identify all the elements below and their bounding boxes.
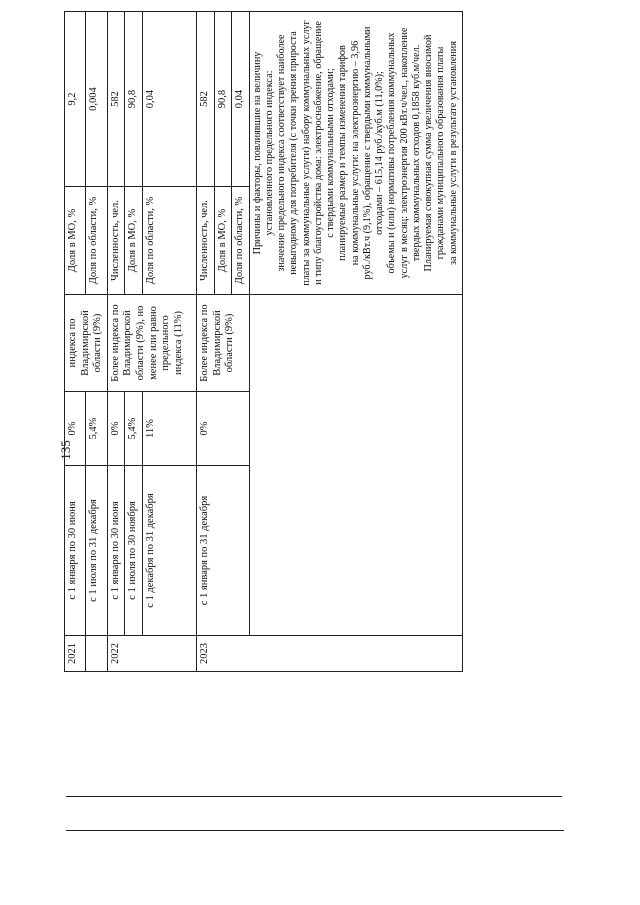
factor-line: услуг в месяц: электроэнергия 200 кВт.ч/чел., накопление — [398, 27, 410, 279]
factor-line: и типу благоустройства дома: электроснабжение, обращение — [312, 21, 324, 285]
factor-line: значение предельного индекса соответствует наиболее — [276, 34, 288, 272]
index-value-cell: 5,4% — [125, 392, 143, 466]
rotated-table-container — [64, 12, 569, 672]
table-row — [65, 12, 86, 672]
period-cell: с 1 января по 30 июня — [65, 466, 86, 636]
period-cell: с 1 января по 31 декабря — [196, 466, 249, 636]
factor-line: планируемые размер и темпы изменения тарифов — [337, 45, 349, 261]
metric-value-cell: 0,004 — [86, 12, 107, 187]
tariff-index-table — [64, 11, 463, 672]
metric-cell: Доля по области, % — [232, 187, 250, 295]
page-number: 135 — [58, 440, 73, 460]
factor-line: невыгодному для потребителя (с точки зрения прироста — [288, 31, 300, 275]
year-cell: 2021 — [65, 636, 86, 672]
metric-cell: Доля по области, % — [86, 187, 107, 295]
year-cell: 2022 — [107, 636, 196, 672]
factors-cell — [249, 12, 462, 295]
limit-cell: индекса по Владимирской области (9%) — [65, 295, 108, 392]
table-row — [249, 12, 462, 672]
factor-line: платы за коммунальные услуги) набору коммунальных услуг — [300, 20, 312, 286]
metric-value-cell: 9,2 — [65, 12, 86, 187]
metric-cell: Доля в МО, % — [214, 187, 232, 295]
year-cell: 2023 — [196, 636, 462, 672]
factor-line: твердых коммунальных отходов 0,1858 куб.м/чел. — [410, 44, 422, 262]
factor-line: на коммунальные услуги: на электроэнергию – 3,96 — [349, 40, 361, 266]
metric-value-cell: 0,04 — [142, 12, 196, 187]
empty-cell — [249, 295, 462, 636]
index-value-cell: 5,4% — [86, 392, 107, 466]
metric-cell: Доля по области, % — [142, 187, 196, 295]
table-row — [107, 12, 125, 672]
metric-value-cell: 582 — [196, 12, 214, 187]
factor-line: гражданами муниципального образования платы — [435, 46, 447, 260]
factor-line: Причины и факторы, повлиявшие на величину — [251, 51, 263, 255]
factor-line: руб./кВт.ч (9,1%), обращение с твердыми коммунальными — [361, 26, 373, 280]
factor-line: объемы и (или) нормативы потребления коммунальных — [386, 32, 398, 274]
metric-value-cell: 0,04 — [232, 12, 250, 187]
limit-cell: Более индекса по Владимирской области (9%), но менее или равно предельного индекса (11%) — [107, 295, 196, 392]
horizontal-rule — [66, 830, 564, 831]
period-cell: с 1 декабря по 31 декабря — [142, 466, 196, 636]
index-value-cell: 0% — [107, 392, 125, 466]
factor-line: установленного предельного индекса: — [263, 70, 275, 236]
horizontal-rule — [66, 796, 562, 797]
factor-line: Планируемая совокупная сумма увеличения вносимой — [423, 34, 435, 272]
year-cell-empty — [86, 636, 107, 672]
limit-cell: Более индекса по Владимирской области (9%) — [196, 295, 249, 392]
index-value-cell: 11% — [142, 392, 196, 466]
factor-line: за коммунальные услуги в результате установления — [447, 41, 459, 265]
metric-cell: Доля в МО, % — [125, 187, 143, 295]
metric-cell: Доля в МО, % — [65, 187, 86, 295]
table-row — [196, 12, 214, 672]
metric-value-cell: 90,8 — [214, 12, 232, 187]
index-value-cell: 0% — [65, 392, 86, 466]
metric-value-cell: 582 — [107, 12, 125, 187]
index-value-cell: 0% — [196, 392, 249, 466]
metric-value-cell: 90,8 — [125, 12, 143, 187]
factor-line: с твердыми коммунальными отходами; — [325, 68, 337, 238]
metric-cell: Численность, чел. — [196, 187, 214, 295]
period-cell: с 1 января по 30 июня — [107, 466, 125, 636]
period-cell: с 1 июля по 31 декабря — [86, 466, 107, 636]
period-cell: с 1 июля по 30 ноября — [125, 466, 143, 636]
metric-cell: Численность, чел. — [107, 187, 125, 295]
factor-line: отходами – 615,14 руб./куб.м (11,0%); — [374, 71, 386, 235]
